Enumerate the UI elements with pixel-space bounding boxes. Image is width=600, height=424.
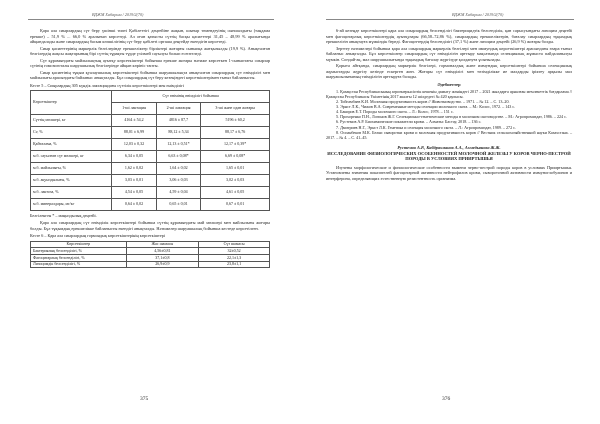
page-number: 375: [140, 396, 149, 402]
table-cell: 1,65 ± 0,01: [201, 163, 270, 175]
table2: [30, 241, 270, 269]
table-cell: Қайталама, %: [31, 139, 112, 151]
table-cell: 6,34 ± 0,05: [112, 151, 157, 163]
table-cell: Лизоцимдік белсенділігі, %: [31, 261, 127, 268]
table-header-row: [31, 241, 270, 248]
paragraph: Қара ала сиырлардың сүт өнімділік көрсеткіштері бойынша сүттің құрамындағы май мөлшері мен майлылығы жоғары болды. Бұл тұқымдық ерекшелікке байланысты екендігі анықталды. Нәтижелер шаруашылық бойынша кестеде көрсетілген.: [30, 220, 270, 231]
table-row: [31, 115, 270, 127]
table-cell: 22,1±1,3: [199, 255, 270, 262]
table-header-cell: 2-ші лактация: [156, 103, 201, 115]
table-header-cell: Көрсеткіштер: [31, 241, 127, 248]
table1-note: Белгіленген * – маңыздылық деңгейі.: [30, 213, 97, 219]
right-column: [326, 28, 572, 183]
header-rule: [28, 19, 274, 20]
table-cell: 37,1±0,8: [126, 255, 199, 262]
table-cell: 0,65 ± 0,01: [156, 199, 201, 211]
table-cell: 0,67 ± 0,01: [201, 199, 270, 211]
table-row: [31, 187, 270, 199]
table-cell: 4164 ± 54,2: [112, 115, 157, 127]
table-cell: 12,17 ± 0,39*: [201, 139, 270, 151]
table-cell: 1,62 ± 0,02: [112, 163, 157, 175]
paragraph: Сиыр қасиетінің тұқым қуалаушылық көрсеткіштері бойынша шаруашылықта анықталған сиырлардың сүт өнімділігі мен майлылығы арасындағы байланыс анықталды. Бұл сиырлардың сүт беру кезеңіндегі көрсеткіштерімен тығыз байланысты.: [30, 69, 270, 81]
running-header: ВДЖМ Хабарши / 2019/2(70): [452, 12, 504, 17]
left-column: [30, 28, 270, 268]
table-cell: 88,17 ± 6,76: [201, 127, 270, 139]
reference-item: 6. Рустемов А.Р. Биохимические показатели крови. – Алматы: Бастау, 2018. – 136 с.: [336, 119, 482, 125]
article-authors: Рустемов А.Р., Кабдрахманов А.А., Ахмедьянова Ж.Ж.: [397, 144, 501, 150]
table-cell: 32±0,52: [199, 248, 270, 255]
table-cell: Сүттің мөлшері, кг: [31, 115, 112, 127]
table-header-cell: Жас шамасы: [126, 241, 199, 248]
paragraph: Қара ала сиырлардың сүт беру үшінші типті Қабілеттігі деңгейіне жақын, шығыр төмендеуінің сыншалдығы (таңдама ерекше) – 51,9 % ... 66,0 % аралығын көрсетеді. Ал оған қатысты сүттің басқы қасиеттері 31,45 – 48,99 % аралығында айқындалады және сиырлардың басым көпшілігінің сүт беру қабілеті орташа деңгейде екендігін көрсетеді.: [30, 28, 270, 45]
paragraph: Сиыр қасиеттерінің маркерлік белгілерінде ерекшеліктер бірліктері жоғарғы сыныпқа жатқызылды (19,9 %). Анықталған белгілердің жақсы жақтарының бірі сүттің тұрақты түрде үзілмей сауылуы болып есептеледі.: [30, 45, 270, 57]
table-cell: Сv, %: [31, 127, 112, 139]
reference-item: 1. Қазақстан Республикасының агроөнеркәсіптік кешенін дамыту жөніндегі 2017 – 2021 жылдарға арналған мемлекеттік бағдарлама // Қазақстан Республикасы Үкіметінің 2017 жылғы 12 шілдедегі № 420 қаулысы.: [326, 88, 572, 100]
table-cell: 3,02 ± 0,03: [201, 175, 270, 187]
table-cell: 6,63 ± 0,08*: [156, 151, 201, 163]
table-header-cell: 1-ші лактация: [112, 103, 157, 115]
table-cell: м.б. сауылған сүт мөлшері, кг: [31, 151, 112, 163]
table-cell: 88,12 ± 5,34: [156, 127, 201, 139]
table-cell: 3,03 ± 0,01: [112, 175, 157, 187]
table1: [30, 90, 270, 211]
table-cell: 12,03 ± 0,32: [112, 139, 157, 151]
table-header-cell: 3-ші және одан жоғары: [201, 103, 270, 115]
right-page: [300, 0, 600, 424]
paragraph: Қорыта айтқанда, сиырлардың маркерлік белгілері, гормоналдық және иммундық көрсеткіштері бойынша селекциялық жұмыстарды жүргізу кезінде ескерген жөн. Жоғары сүт өнімділігі мен төзімділікке ие малдарды іріктеу арқылы мал шаруашылығының тиімділігін арттыруға болады.: [326, 63, 572, 80]
table-cell: 26,9±0,9: [126, 261, 199, 268]
table1-caption: Кесте 5 – Сиырлардың 305 күндік лактациядағы сүттілік көрсеткіштері мен өнімділігі: [30, 82, 185, 88]
table-header-cell: Сүт өнімінің өнімділігі бойынша: [112, 91, 270, 103]
table-cell: 5196 ± 60,2: [201, 115, 270, 127]
table-cell: 23,8±1,1: [199, 261, 270, 268]
reference-item: 7. Дмитриев Н.Г., Эрнст Л.К. Генетика и селекция молочного скота. – Л.: Агропромиздат, 1989. – 272 с.: [336, 124, 517, 130]
table-row: [31, 139, 270, 151]
paragraph: Сүт құрамындағы майлылықтың ауытқу көрсеткіштері бойынша ерекше жоғары нәтиже көрсеткен 1-сыныптағы сиырлар сүтінің гомозиготалы шаруашылық белгілерінде айқын көрініс тапты.: [30, 57, 270, 69]
reference-item: 4. Бакиров Е.Т. Породы молочного скота. – Л.: Колос, 1978. – 151 с.: [336, 109, 454, 115]
table-row: [31, 163, 270, 175]
references-heading: Әдебиеттер: [437, 81, 461, 87]
table-header-row: [31, 91, 270, 103]
running-header: ВДЖМ Хабарши / 2019/2(70): [92, 12, 144, 17]
table-row: [31, 255, 270, 262]
table-cell: 4816 ± 87,7: [156, 115, 201, 127]
page-number: 376: [442, 396, 451, 402]
table-header-cell: Сүт шамасы: [199, 241, 270, 248]
table-row: [31, 151, 270, 163]
table-cell: 6,69 ± 0,08*: [201, 151, 270, 163]
table-cell: м.б. минералдары, мг/кг: [31, 199, 112, 211]
table-cell: м.б. майлылығы, %: [31, 163, 112, 175]
header-rule: [326, 19, 574, 20]
reference-item: 2. Тойгамбаев К.И. Молочная продуктивность коров // Животноводство. – 1971. – № 12. – С. 13–20.: [336, 99, 510, 105]
table-row: [31, 199, 270, 211]
table-cell: м.б. ақуыздылығы, %: [31, 175, 112, 187]
table-cell: 4,56±0,81: [126, 248, 199, 255]
table-row: [31, 261, 270, 268]
table-cell: 88,01 ± 6,99: [112, 127, 157, 139]
table-cell: Бактериялық белсенділігі, %: [31, 248, 127, 255]
article-abstract: Изучены морфологические и физиологические особенности вымени черно-пестрой породы коров в условиях Прииртышья. Установлены значения показателей фагоцитарной активности нейтрофилов крови, сывороточной активности иммуноглобулинов и интерферона, определяющих естественную резистентность организма.: [326, 164, 572, 181]
table-cell: 3,06 ± 0,03: [156, 175, 201, 187]
table-cell: м.б. лактоза, %: [31, 187, 112, 199]
table-header-cell: Көрсеткіштер: [31, 91, 112, 115]
table-cell: 4,59 ± 0,04: [156, 187, 201, 199]
table-cell: 12,13 ± 0,51*: [156, 139, 201, 151]
table-cell: Фагоцитарлық белсенділігі, %: [31, 255, 127, 262]
paragraph: 6-ай кезеңде көрсеткіштері қара ала сиырлардың белсенділігі бактерицидтік белсенділік, қан сарысуындағы лизоцим деңгейі мен фагоцитарлық көрсеткіштердің ауытқулары (66,58–72,86 %), сиырлардың ерекшеліктерін, бағалау сиырлардың тұқымдық ерекшелігін анықтауға мүмкіндік береді. Фагоциттердің белсенділігі (37,1 %) және лизоцим деңгейі (26,9 %) жоғары болды.: [326, 28, 572, 45]
table-row: [31, 175, 270, 187]
paragraph: Зерттеу нәтижелері бойынша қара ала сиырлардың маркерлік белгілері мен иммундық көрсеткіштері арасындағы өзара тығыз байланыс анықталды. Бұл көрсеткіштер сиырлардың сүт өнімділігін арттыру мақсатында селекциялық жұмыста пайдаланылуы мүмкін. Сондай-ақ, мал шаруашылығында тұқымдық бағалау жүргізуде қолдануға ұсынылады.: [326, 45, 572, 62]
table-cell: 4,61 ± 0,05: [201, 187, 270, 199]
table-cell: 1,64 ± 0,02: [156, 163, 201, 175]
reference-item: 5. Прохоренко П.Н., Логинов Ж.Г. Селекционно-генетические методы в молочном скотоводстве. – М.: Агропромиздат, 1986. – 224 с.: [336, 114, 567, 120]
reference-item: 8. Оспанбеков М.К. Белки сыворотки крови и молочная продуктивность коров // Вестник сельскохозяйственной науки Казахстана. – 2017. – № 4. – С. 41–45.: [326, 129, 572, 140]
table2-caption: Кесте 6 – Қара ала сиырлардың гормондық көрсеткіштерінің көрсеткіштері: [30, 233, 165, 239]
table-cell: 0,64 ± 0,02: [112, 199, 157, 211]
table-cell: 4,54 ± 0,05: [112, 187, 157, 199]
table-row: [31, 127, 270, 139]
article-title: ИССЛЕДОВАНИЕ ФИЗИОЛОГИЧЕСКИХ ОСОБЕННОСТЕЙ МОЛОЧНОЙ ЖЕЛЕЗЫ У КОРОВ ЧЕРНО-ПЕСТРОЙ ПОРОДЫ В УСЛОВИЯХ ПРИИРТЫШЬЯ: [327, 150, 571, 162]
reference-item: 3. Эрнст Л.К., Чижов В.А. Современные методы селекции молочного скота. – М.: Колос, 1972. – 143 с.: [336, 104, 516, 110]
table-row: [31, 248, 270, 255]
